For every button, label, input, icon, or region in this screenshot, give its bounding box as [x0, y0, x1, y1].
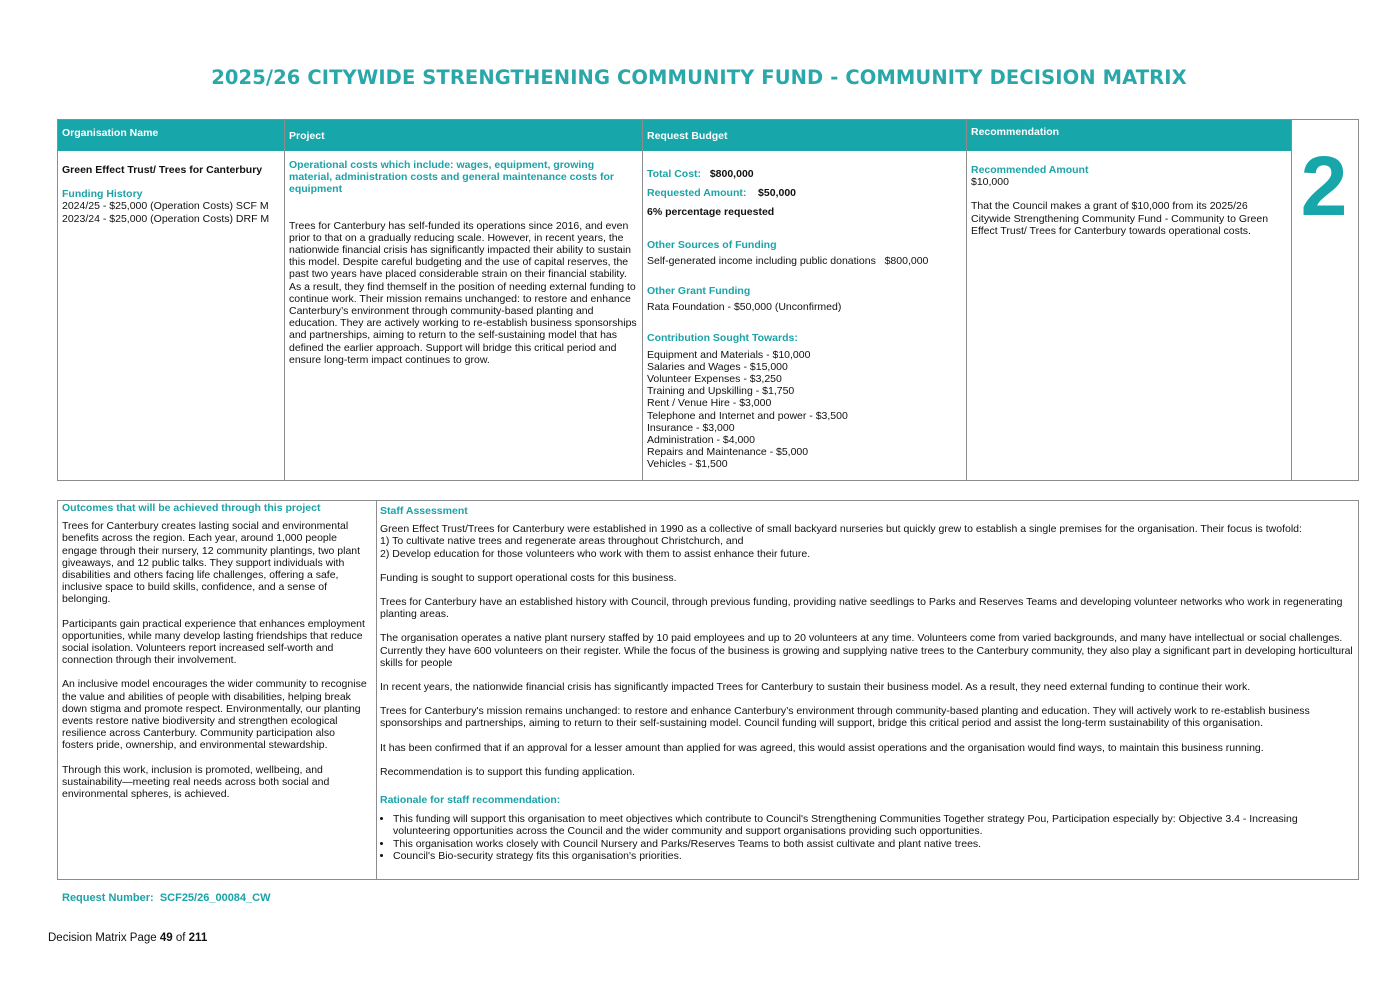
percentage-requested: 6% percentage requested [647, 206, 775, 219]
page-label: Decision Matrix Page [48, 932, 157, 944]
page-total: 211 [188, 932, 208, 944]
contribution-item: Rent / Venue Hire - $3,000 [647, 397, 772, 410]
header-organisation [58, 120, 285, 151]
staff-intro: Green Effect Trust/Trees for Canterbury were established in 1990 as a collective of small backyard nurseries but quickly grew to establish a single premises for the organisation. Their focus is twofold: [380, 523, 1302, 536]
budget-cell [647, 168, 963, 471]
total-cost-row [647, 168, 963, 180]
other-grant-label: Other Grant Funding [647, 285, 751, 298]
contribution-item: Training and Upskilling - $1,750 [647, 385, 795, 398]
project-heading: Operational costs which include: wages, equipment, growing material, administration costs and general maintenance costs for equipment [289, 159, 615, 196]
page-of: of [175, 932, 186, 944]
requested-value: $50,000 [758, 187, 797, 200]
staff-paragraph: Trees for Canterbury have an established history with Council, through previous funding, providing native seedlings to Parks and Reserves Teams and developing volunteer networks who work in regenerating planting areas. [380, 596, 1343, 621]
outcomes-cell [62, 502, 368, 800]
staff-paragraph: In recent years, the nationwide financial crisis has significantly impacted Trees for Canterbury to sustain their business model. As a result, they need external funding to continue their work. [380, 681, 1251, 694]
project-cell [289, 159, 637, 366]
staff-assessment-cell [380, 505, 1355, 862]
staff-paragraph: Recommendation is to support this funding application. [380, 765, 636, 778]
page-current: 49 [159, 932, 173, 944]
recommendation-cell [971, 164, 1283, 237]
page-footer [48, 932, 207, 944]
other-sources-text: Self-generated income including public donations [647, 254, 876, 267]
decision-table [57, 119, 1359, 481]
contribution-item: Administration - $4,000 [647, 434, 755, 447]
total-cost-value: $800,000 [709, 168, 754, 180]
total-cost-label: Total Cost: [647, 168, 702, 180]
contribution-item: Repairs and Maintenance - $5,000 [647, 446, 809, 459]
other-sources-row [647, 255, 963, 267]
outcomes-paragraph: Participants gain practical experience that enhances employment opportunities, while many develop lasting friendships that reduce social isolation. Volunteers report increased self-worth and connection through their involvement. [62, 617, 365, 667]
funding-history-item: 2023/24 - $25,000 (Operation Costs) DRF M [62, 212, 270, 225]
header-budget [643, 120, 967, 151]
rationale-item: • This organisation works closely with Council Nursery and Parks/Reserves Teams to both assist cultivate and plant native trees. [393, 838, 1355, 850]
other-sources-label: Other Sources of Funding [647, 238, 777, 251]
funding-history-item: 2024/25 - $25,000 (Operation Costs) SCF M [62, 200, 269, 213]
assessment-table [57, 500, 1359, 880]
contribution-item: Salaries and Wages - $15,000 [647, 360, 788, 373]
item-number: 2 [1300, 139, 1348, 233]
staff-focus-item: 1) To cultivate native trees and regenerate areas throughout Christchurch, and [380, 535, 744, 548]
project-description: Trees for Canterbury has self-funded its operations since 2016, and even prior to that on a gradually reducing scale. However, in recent years, the nationwide financial crisis has significantly impacted their ability to sustain this model. Despite careful budgeting and the use of capital reserves, the past two years have placed considerable strain on their financial stability. As a result, they find themself in the position of needing external funding to continue work. Their mission remains unchanged: to restore and enhance Canterbury’s environment through community-based planting and education. They are actively working to re-establish business sponsorships and partnerships, aiming to return to the self-sustaining model that has defined the earlier approach. Support will bridge this critical period and ensure long-term impact continues to grow. [289, 219, 637, 366]
header-project-label: Project [289, 130, 325, 142]
rationale-list [380, 813, 1355, 862]
header-project [285, 120, 643, 151]
contribution-item: Equipment and Materials - $10,000 [647, 348, 811, 361]
rationale-item: • Council's Bio-security strategy fits this organisation's priorities. [393, 850, 1355, 862]
contribution-item: Vehicles - $1,500 [647, 458, 728, 471]
other-grant-text: Rata Foundation - $50,000 (Unconfirmed) [647, 301, 842, 314]
header-budget-label: Request Budget [647, 130, 728, 142]
contribution-item: Telephone and Internet and power - $3,500 [647, 409, 848, 422]
request-number-label: Request Number: [62, 892, 154, 904]
request-number-value: SCF25/26_00084_CW [159, 892, 271, 904]
header-recommendation-label: Recommendation [971, 126, 1060, 138]
requested-row [647, 187, 963, 199]
recommendation-text: That the Council makes a grant of $10,000 from its 2025/26 Citywide Strengthening Community Fund - Community to Green Effect Trust/ Trees for Canterbury towards operational costs. [971, 200, 1269, 237]
staff-paragraph: The organisation operates a native plant nursery staffed by 10 paid employees and up to 20 volunteers at any time. Volunteers come from varied backgrounds, and many have intellectual or social challenges. Currently they have 600 volunteers on their register. While the focus of the business is growing and supplying native trees to the Canterbury community, they also play a significant part in developing horticultural skills for people [380, 632, 1353, 669]
other-sources-amount: $800,000 [884, 254, 929, 267]
rationale-item: • This funding will support this organisation to meet objectives which contribute to Council's Strengthening Communities Together strategy Pou, Participation especially by: Objective 3.4 - Increasing volunteering opportunities across the Council and the wider community and support organisations providing such opportunities. [393, 813, 1355, 837]
outcomes-paragraph: Trees for Canterbury creates lasting social and environmental benefits across the region. Each year, around 1,000 people engage through their nursery, 12 community plantings, two plant giveaways, and 12 public talks. They support individuals with disabilities and others facing life challenges, offering a safe, inclusive space to build skills, confidence, and a sense of belonging. [62, 520, 361, 606]
document-title: 2025/26 CITYWIDE STRENGTHENING COMMUNITY FUND - COMMUNITY DECISION MATRIX [211, 66, 1187, 89]
organisation-name: Green Effect Trust/ Trees for Canterbury [62, 164, 263, 176]
contribution-item: Insurance - $3,000 [647, 421, 735, 434]
staff-paragraph: Trees for Canterbury's mission remains unchanged: to restore and enhance Canterbury’s environment through community-based planting and education. They will actively work to re-establish business sponsorships and partnerships, aiming to return to their self-sustaining model. Council funding will support, bridge this critical period and assist the long-term sustainability of this organisation. [380, 705, 1310, 730]
contribution-item: Volunteer Expenses - $3,250 [647, 373, 782, 386]
funding-history-label: Funding History [62, 188, 143, 201]
recommended-amount-label: Recommended Amount [971, 164, 1089, 176]
rationale-label: Rationale for staff recommendation: [380, 794, 561, 807]
outcomes-paragraph: An inclusive model encourages the wider community to recognise the value and abilities of people with disabilities, helping break down stigma and promote respect. Environmentally, our planting events restore native biodiversity and strengthen ecological resilience across Canterbury. Community participation also fosters pride, ownership, and environmental stewardship. [62, 678, 367, 752]
requested-label: Requested Amount: [647, 187, 747, 200]
recommended-amount-value: $10,000 [971, 176, 1009, 189]
organisation-cell [62, 164, 280, 225]
outcomes-paragraph: Through this work, inclusion is promoted, wellbeing, and sustainability—meeting real needs across both social and environmental spheres, is achieved. [62, 763, 330, 801]
staff-focus-item: 2) Develop education for those volunteers who work with them to assist enhance their future. [380, 547, 811, 560]
staff-paragraph: Funding is sought to support operational costs for this business. [380, 571, 677, 584]
request-number [62, 892, 271, 904]
staff-paragraph: It has been confirmed that if an approval for a lesser amount than applied for was agreed, this would assist operations and the organisation would find ways, to maintain this business running. [380, 741, 1264, 754]
staff-assessment-label: Staff Assessment [380, 505, 468, 517]
header-organisation-label: Organisation Name [62, 127, 159, 139]
contribution-label: Contribution Sought Towards: [647, 332, 798, 345]
outcomes-label: Outcomes that will be achieved through this project [62, 502, 321, 514]
header-recommendation [967, 120, 1292, 151]
